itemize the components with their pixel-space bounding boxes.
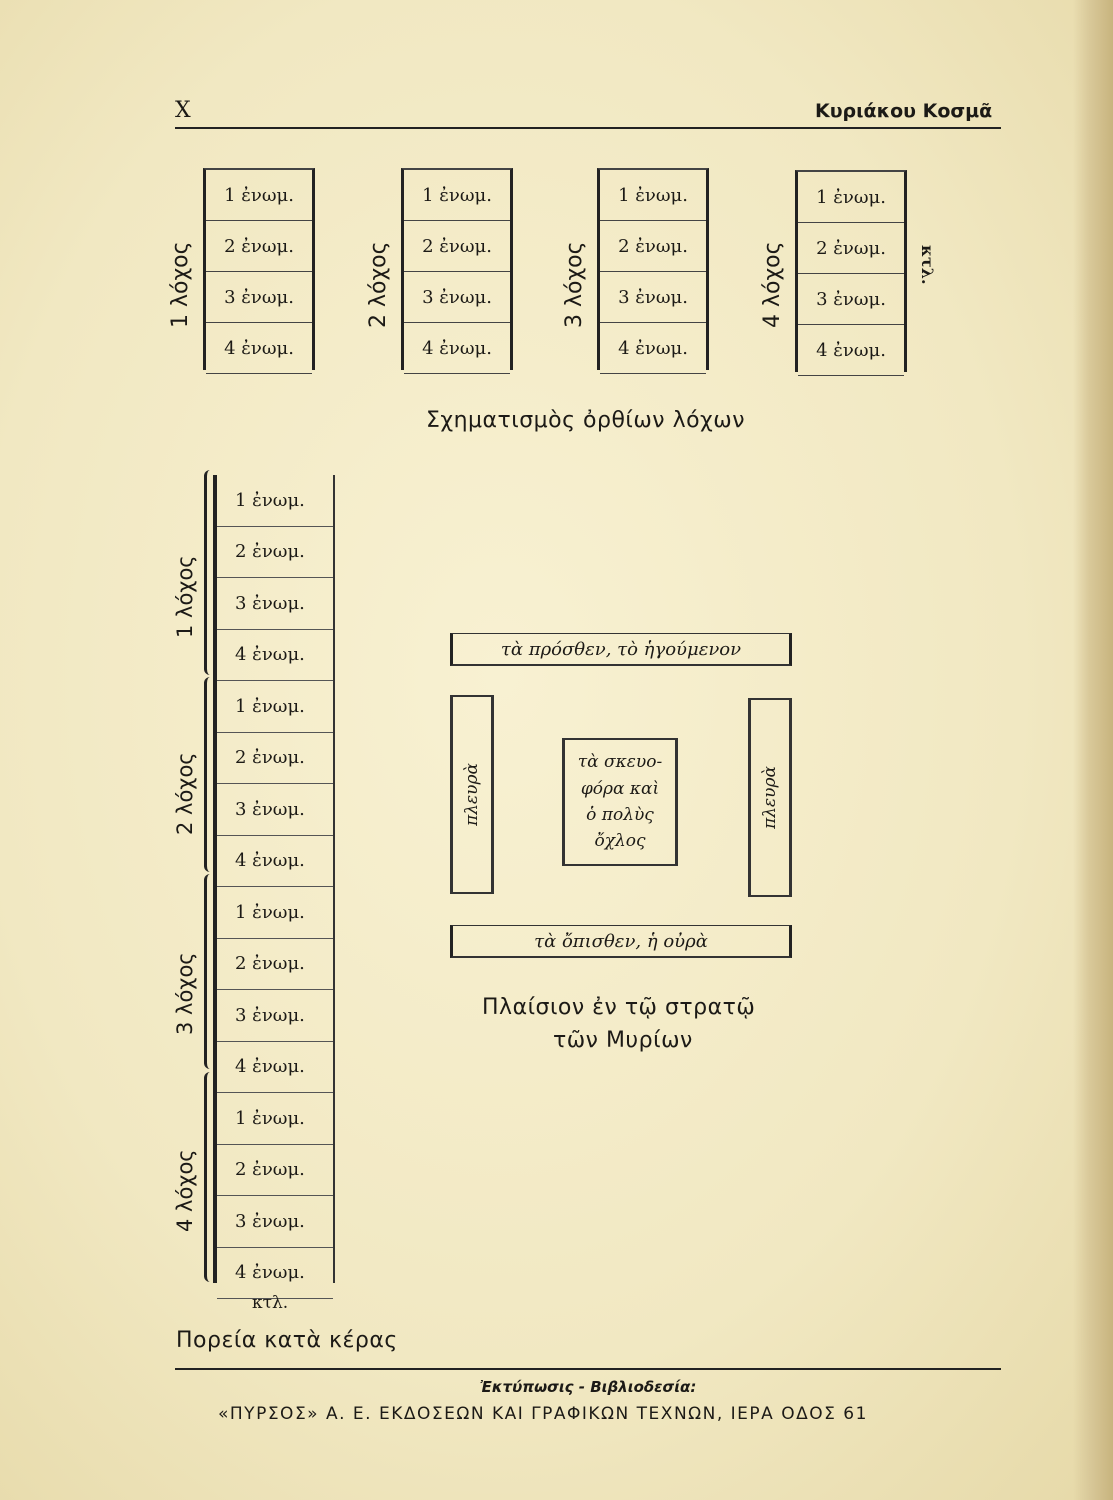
company-column — [795, 170, 907, 372]
flank-label: πλευρὰ — [760, 766, 780, 829]
enomotia-cell: 2 ἐνωμ. — [217, 1145, 333, 1197]
enomotia-cell: 2 ἐνωμ. — [217, 527, 333, 579]
etc-label: κτλ. — [252, 1293, 289, 1313]
enomotia-cell: 1 ἐνωμ. — [798, 172, 904, 223]
enomotia-cell: 1 ἐνωμ. — [206, 170, 312, 221]
lochos-label: 1 λόχος — [168, 241, 193, 328]
square-caption-line1: Πλαίσιον ἐν τῷ στρατῷ — [482, 995, 756, 1020]
company-column — [401, 168, 513, 370]
enomotia-cell: 3 ἐνωμ. — [206, 272, 312, 323]
footer-rule — [175, 1368, 1001, 1370]
enomotia-cell: 4 ἐνωμ. — [206, 323, 312, 374]
enomotia-cell: 1 ἐνωμ. — [404, 170, 510, 221]
enomotia-cell: 2 ἐνωμ. — [798, 223, 904, 274]
enomotia-cell: 3 ἐνωμ. — [217, 1196, 333, 1248]
enomotia-cell: 4 ἐνωμ. — [217, 630, 333, 682]
right-flank — [748, 698, 792, 897]
printer-credit: Ἐκτύπωσις - Βιβλιοδεσία: — [480, 1378, 697, 1396]
enomotia-cell: 4 ἐνωμ. — [600, 323, 706, 374]
enomotia-cell: 4 ἐνωμ. — [798, 325, 904, 376]
enomotia-cell: 2 ἐνωμ. — [217, 939, 333, 991]
center-line: φόρα καὶ — [580, 778, 660, 799]
enomotia-cell: 4 ἐνωμ. — [217, 836, 333, 888]
enomotia-cell: 3 ἐνωμ. — [798, 274, 904, 325]
center-line: ὄχλος — [594, 831, 646, 852]
header-rule — [175, 127, 1001, 129]
rear-bar: τὰ ὄπισθεν, ἡ οὐρὰ — [450, 925, 792, 958]
enomotia-cell: 3 ἐνωμ. — [217, 990, 333, 1042]
enomotia-cell: 1 ἐνωμ. — [600, 170, 706, 221]
enomotia-cell: 3 ἐνωμ. — [404, 272, 510, 323]
march-caption: Πορεία κατὰ κέρας — [176, 1328, 398, 1353]
enomotia-cell: 3 ἐνωμ. — [217, 578, 333, 630]
enomotia-cell: 3 ἐνωμ. — [217, 784, 333, 836]
enomotia-cell: 2 ἐνωμ. — [217, 733, 333, 785]
lochos-label: 2 λόχος — [366, 241, 391, 328]
enomotia-cell: 2 ἐνωμ. — [404, 221, 510, 272]
enomotia-cell: 1 ἐνωμ. — [217, 1093, 333, 1145]
lochos-label: 1 λόχος — [173, 555, 197, 638]
lochos-label: 3 λόχος — [173, 952, 197, 1035]
printer-address: «ΠΥΡΣΟΣ» Α. Ε. ΕΚΔΟΣΕΩΝ ΚΑΙ ΓΡΑΦΙΚΩΝ ΤΕΧΝΩΝ, ΙΕΡΑ ΟΔΟΣ 61 — [218, 1404, 868, 1424]
center-line: ὁ πολὺς — [586, 805, 654, 825]
lochos-label: 4 λόχος — [173, 1149, 197, 1232]
lochos-label: 3 λόχος — [562, 241, 587, 328]
flank-label: πλευρὰ — [462, 763, 482, 826]
march-column — [213, 475, 335, 1283]
enomotia-cell: 2 ἐνωμ. — [600, 221, 706, 272]
etc-label: κτλ. — [918, 245, 937, 285]
company-column — [203, 168, 315, 370]
enomotia-cell: 1 ἐνωμ. — [217, 475, 333, 527]
company-column — [597, 168, 709, 370]
left-flank — [450, 695, 494, 894]
enomotia-cell: 1 ἐνωμ. — [217, 887, 333, 939]
enomotia-cell: 2 ἐνωμ. — [206, 221, 312, 272]
center-line: τὰ σκευο- — [577, 752, 663, 773]
front-bar: τὰ πρόσθεν, τὸ ἡγούμενον — [450, 633, 792, 666]
square-caption-line2: τῶν Μυρίων — [553, 1028, 693, 1053]
page-edge-shadow — [1073, 0, 1113, 1500]
upright-caption: Σχηματισμὸς ὀρθίων λόχων — [426, 408, 745, 433]
enomotia-cell: 4 ἐνωμ. — [217, 1248, 333, 1300]
running-head-author: Κυριάκου Κοσμᾶ — [815, 100, 993, 122]
lochos-label: 2 λόχος — [173, 752, 197, 835]
enomotia-cell: 4 ἐνωμ. — [217, 1042, 333, 1094]
enomotia-cell: 1 ἐνωμ. — [217, 681, 333, 733]
lochos-label: 4 λόχος — [760, 241, 785, 328]
enomotia-cell: 3 ἐνωμ. — [600, 272, 706, 323]
page-number: X — [175, 98, 191, 123]
baggage-box — [562, 738, 678, 866]
enomotia-cell: 4 ἐνωμ. — [404, 323, 510, 374]
